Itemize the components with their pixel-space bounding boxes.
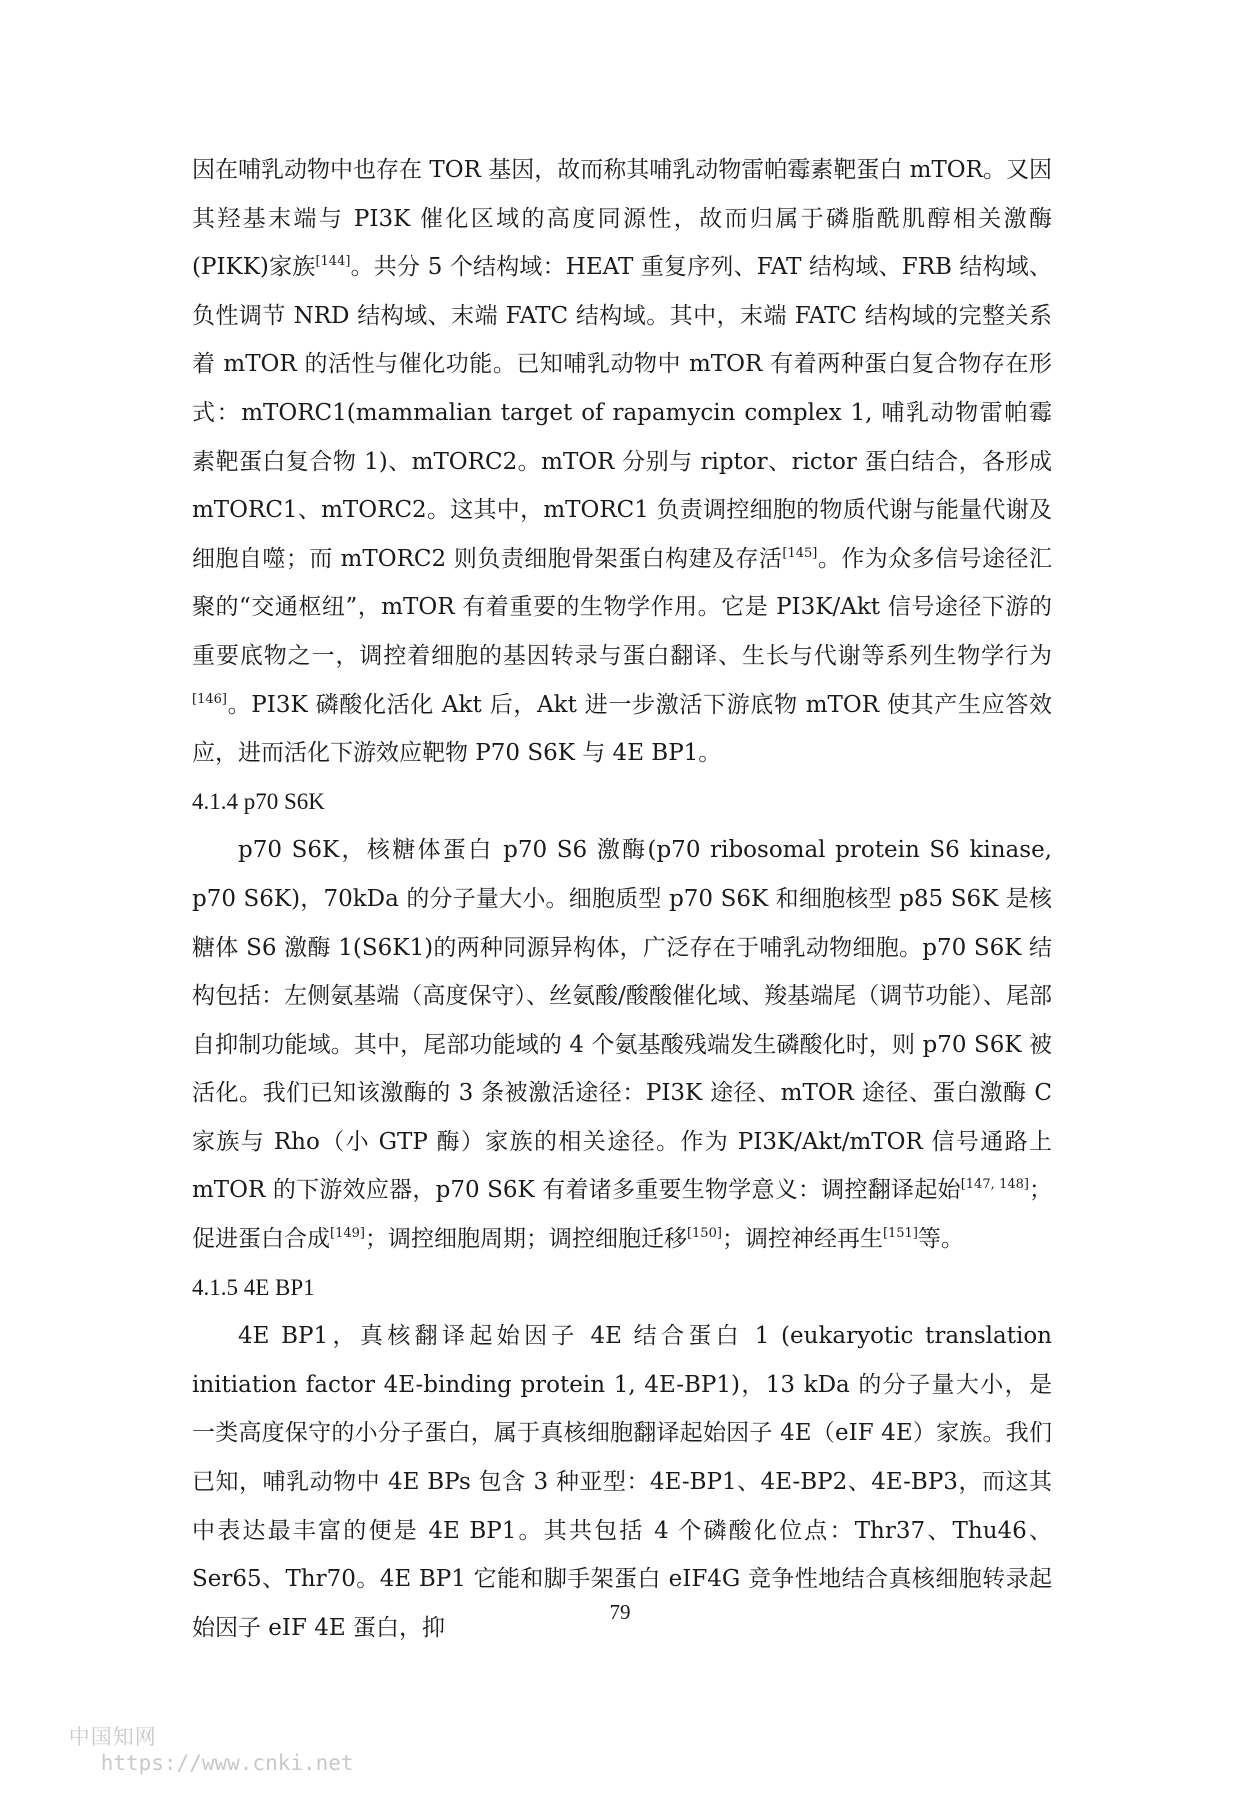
citation-ref: [144]	[315, 254, 351, 270]
page-number: 79	[609, 1600, 631, 1624]
citation-ref: [151]	[882, 1226, 918, 1242]
text-run: p70 S6K，核糖体蛋白 p70 S6 激酶(p70 ribosomal protein S6 kinase, p70 S6K)，70kDa 的分子量大小。细胞质型 p70 S6K 和细胞核型 p85 S6K 是核糖体 S6 激酶 1(S6K1)的两种同源异构体，广泛存在于哺乳动物细胞。p70 S6K 结构包括：左侧氨基端（高度保守）、丝氨酸/酸酸催化域、羧基端尾（调节功能）、尾部自抑制功能域。其中，尾部功能域的 4 个氨基酸残端发生磷酸化时，则 p70 S6K 被活化。我们已知该激酶的 3 条被激活途径：PI3K 途径、mTOR 途径、蛋白激酶 C 家族与 Rho（小 GTP 酶）家族的相关途径。作为 PI3K/Akt/mTOR 信号通路上 mTOR 的下游效应器，p70 S6K 有着诸多重要生物学意义：调控翻译起始	[192, 837, 1052, 1204]
body-paragraph	[192, 146, 1052, 778]
text-run: ；促进蛋白合成	[192, 1177, 1052, 1253]
text-run: 等。	[917, 1226, 964, 1253]
citation-ref: [146]	[192, 691, 227, 707]
citation-ref: [145]	[782, 545, 818, 561]
text-run: 4.1.4 p70 S6K	[192, 788, 325, 814]
text-run: 。作为众多信号途径汇聚的“交通枢纽”，mTOR 有着重要的生物学作用。它是 PI3K/Akt 信号途径下游的重要底物之一，调控着细胞的基因转录与蛋白翻译、生长与代谢等系列生物学行为	[192, 545, 1052, 669]
citation-ref: [150]	[686, 1226, 722, 1242]
watermark-url: https://www.cnki.net	[100, 1751, 354, 1775]
text-run: ；调控神经再生	[721, 1226, 883, 1253]
text-run: 因在哺乳动物中也存在 TOR 基因，故而称其哺乳动物雷帕霉素靶蛋白 mTOR。又因其羟基末端与 PI3K 催化区域的高度同源性，故而归属于磷脂酰肌醇相关激酶(PIKK)家族	[192, 157, 1052, 281]
citation-ref: [147, 148]	[960, 1177, 1029, 1193]
text-run: ；调控细胞周期；调控细胞迁移	[364, 1226, 687, 1253]
section-heading	[192, 1264, 1052, 1313]
citation-ref: [149]	[330, 1226, 365, 1242]
section-heading	[192, 778, 1052, 827]
text-run: 。PI3K 磷酸化活化 Akt 后，Akt 进一步激活下游底物 mTOR 使其产生应答效应，进而活化下游效应靶物 P70 S6K 与 4E BP1。	[192, 691, 1052, 767]
body-text	[192, 146, 1052, 1652]
text-run: 4.1.5 4E BP1	[192, 1274, 315, 1300]
watermark-brand: 中国知网	[68, 1725, 157, 1749]
body-paragraph	[192, 826, 1052, 1263]
text-run: 。共分 5 个结构域：HEAT 重复序列、FAT 结构域、FRB 结构域、负性调节 NRD 结构域、末端 FATC 结构域。其中，末端 FATC 结构域的完整关系着 mTOR 的活性与催化功能。已知哺乳动物中 mTOR 有着两种蛋白复合物存在形式：mTORC1(mammalian target of rapamycin complex 1, 哺乳动物雷帕霉素靶蛋白复合物 1)、mTORC2。mTOR 分别与 riptor、rictor 蛋白结合，各形成 mTORC1、mTORC2。这其中，mTORC1 负责调控细胞的物质代谢与能量代谢及细胞自噬；而 mTORC2 则负责细胞骨架蛋白构建及存活	[192, 254, 1052, 572]
cnki-watermark	[42, 1697, 354, 1799]
text-run: 4E BP1，真核翻译起始因子 4E 结合蛋白 1 (eukaryotic translation initiation factor 4E-binding protein 1, 4E-BP1)，13 kDa 的分子量大小，是一类高度保守的小分子蛋白，属于真核细胞翻译起始因子 4E（eIF 4E）家族。我们已知，哺乳动物中 4E BPs 包含 3 种亚型：4E-BP1、4E-BP2、4E-BP3，而这其中表达最丰富的便是 4E BP1。其共包括 4 个磷酸化位点：Thr37、Thu46、Ser65、Thr70。4E BP1 它能和脚手架蛋白 eIF4G 竞争性地结合真核细胞转录起始因子 eIF 4E 蛋白，抑	[192, 1323, 1052, 1641]
